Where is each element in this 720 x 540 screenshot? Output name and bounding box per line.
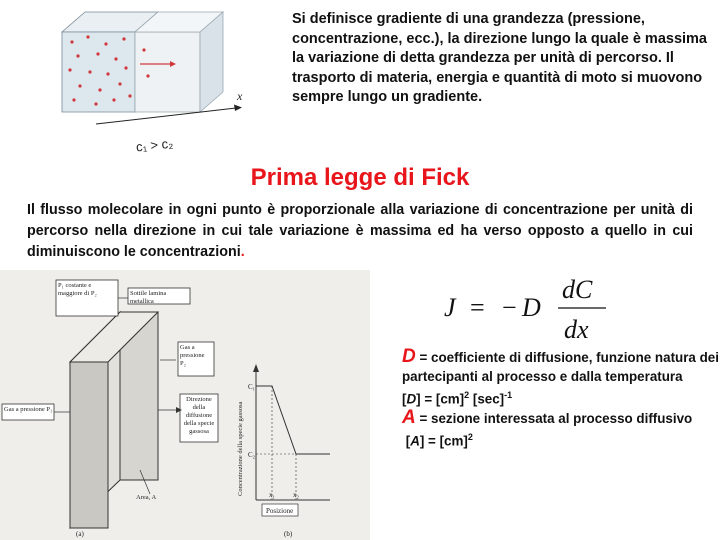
legend-a-unit: [A] = [cm]$^2$ [405,432,473,449]
panel-b-label: (b) [284,530,293,538]
label-sheet: Sottile lamina metallica [130,290,167,304]
fick-formula [440,270,640,350]
label-direction: Direzione della diffusione della specie gassosa [183,396,215,435]
plot-x1: x₁ [269,491,275,499]
legend-d [402,348,720,386]
legend-d-desc: = coefficiente di diffusione, funzione natura dei partecipanti al processo e dalla temperatura [402,350,719,384]
formula-d: D [522,293,541,322]
label-gas-right: Gas a pressione P₂ [180,344,205,367]
formula-equals: = [470,293,485,322]
plot-xlabel: Posizione [266,507,294,515]
formula-minus: − [502,293,517,322]
label-gas-left: Gas a pressione P₁ [4,406,53,413]
formula-denominator: dx [564,315,589,344]
plot-c1: C₁ [248,383,256,391]
label-p1: P₁ costante e maggiore di P₂ [58,282,97,297]
label-area: Area, A [136,494,157,501]
panel-a-label: (a) [76,530,84,538]
plot-c2: C₂ [248,451,256,459]
gradient-definition: Si definisce gradiente di una grandezza (pressione, concentrazione, ecc.), la direzione lungo la quale è massima la variazione di detta grandezza per unità di percorso. Il trasporto di materia, energia e quantità di moto si muovono sempre lungo un gradiente. [292,11,707,105]
fick-statement-period: . [240,244,245,260]
x-axis-label: x [237,89,243,103]
plot-x2: x₂ [293,491,299,499]
legend-a-symbol: A [402,406,416,428]
formula-numerator: dC [562,275,593,304]
formula-legend [402,348,720,451]
block-front-face [135,32,200,112]
slab-left-face [70,362,108,528]
x-axis-arrowhead [234,105,242,112]
legend-d-unit: [D] = [cm]$^2$ $[\sec]^{-1}$ [402,390,513,407]
page-title: Prima legge di Fick [250,164,470,191]
legend-a-desc: = sezione interessata al processo diffusivo [419,410,693,426]
fick-statement-text: Il flusso molecolare in ogni punto è proporzionale alla variazione di concentrazione per unità di percorso nella direzione in cui tale variazione è massima ed ha verso opposto a quello in cui diminuiscono le concentrazioni [27,202,693,260]
legend-d-symbol: D [402,346,416,367]
formula-j: J [444,293,456,322]
plot-ylabel: Concentrazione della specie gassosa [237,401,244,496]
legend-a [402,406,720,429]
gradient-block-illustration [40,4,270,174]
concentration-relation: c₁ > c₂ [135,135,174,155]
fick-statement [27,200,693,263]
diffusion-diagram [0,270,370,540]
